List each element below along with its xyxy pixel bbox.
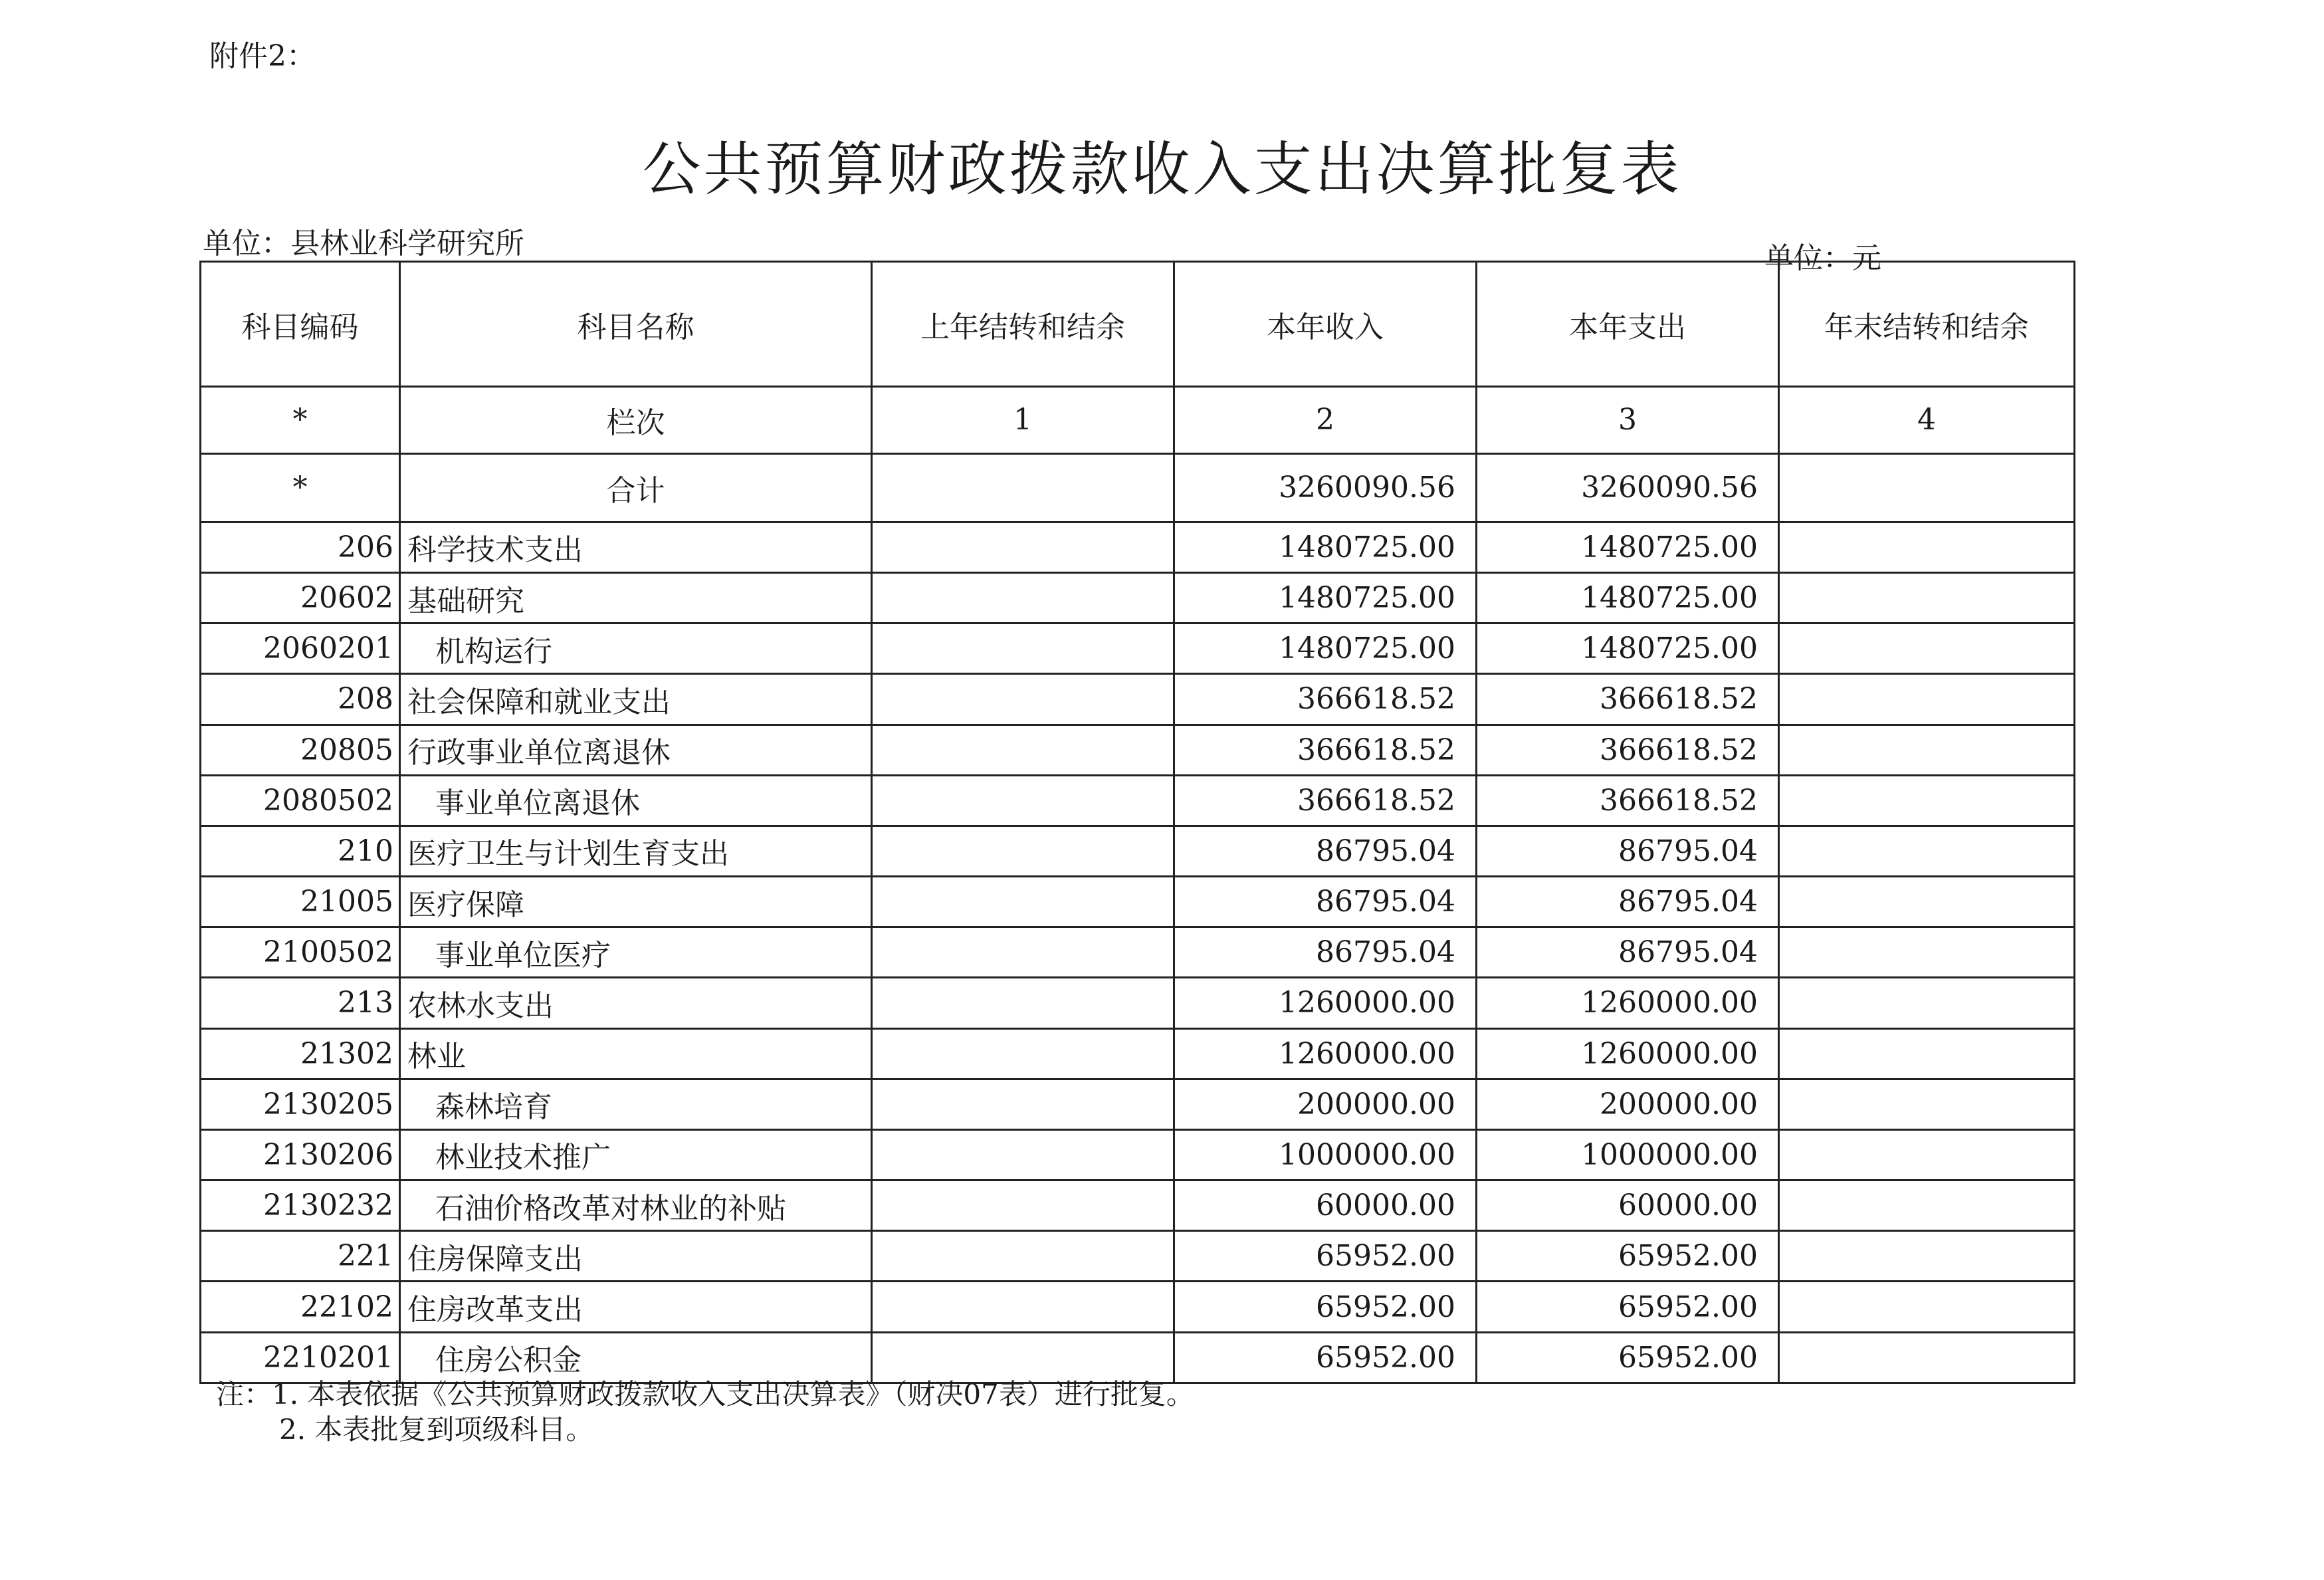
prior-balance-cell	[872, 775, 1174, 826]
cell: 1	[872, 387, 1174, 454]
name-cell: 事业单位医疗	[400, 927, 872, 978]
end-balance-cell	[1779, 1079, 2075, 1129]
table-row	[201, 1282, 2075, 1332]
cell: *	[201, 387, 400, 454]
name-cell: 林业技术推广	[400, 1129, 872, 1180]
header-row	[201, 262, 2075, 387]
note-2: 2. 本表批复到项级科目。	[279, 1413, 594, 1446]
name-cell: 基础研究	[400, 573, 872, 623]
column-number-row	[201, 387, 2075, 454]
table-row	[201, 725, 2075, 775]
table-row	[201, 927, 2075, 978]
end-balance-cell	[1779, 978, 2075, 1028]
expense-cell: 1000000.00	[1477, 1129, 1779, 1180]
code-cell: 2100502	[201, 927, 400, 978]
table-row	[201, 1079, 2075, 1129]
income-cell: 1480725.00	[1174, 623, 1477, 674]
organization-unit: 单位：县林业科学研究所	[203, 227, 524, 261]
table-row	[201, 522, 2075, 572]
prior-balance-cell	[872, 978, 1174, 1028]
prior-balance-cell	[872, 877, 1174, 927]
name-cell: 社会保障和就业支出	[400, 674, 872, 725]
income-cell: 60000.00	[1174, 1181, 1477, 1231]
income-cell: 65952.00	[1174, 1332, 1477, 1383]
end-balance-cell	[1779, 1129, 2075, 1180]
name-cell: 医疗保障	[400, 877, 872, 927]
expense-cell: 65952.00	[1477, 1231, 1779, 1282]
table-row	[201, 1028, 2075, 1079]
expense-cell: 60000.00	[1477, 1181, 1779, 1231]
table-row	[201, 826, 2075, 876]
code-cell: 213	[201, 978, 400, 1028]
prior-balance-cell	[872, 725, 1174, 775]
code-cell: 2210201	[201, 1332, 400, 1383]
income-cell: 65952.00	[1174, 1231, 1477, 1282]
cell: 栏次	[400, 387, 872, 454]
table-row	[201, 623, 2075, 674]
cell: 3260090.56	[1174, 453, 1477, 522]
total-row	[201, 453, 2075, 522]
income-cell: 1480725.00	[1174, 573, 1477, 623]
code-cell: 20602	[201, 573, 400, 623]
code-cell: 2130205	[201, 1079, 400, 1129]
prior-balance-cell	[872, 1079, 1174, 1129]
name-cell: 住房改革支出	[400, 1282, 872, 1332]
table-header	[201, 262, 2075, 387]
expense-cell: 200000.00	[1477, 1079, 1779, 1129]
table-row	[201, 573, 2075, 623]
name-cell: 医疗卫生与计划生育支出	[400, 826, 872, 876]
expense-cell: 366618.52	[1477, 674, 1779, 725]
end-balance-cell	[1779, 775, 2075, 826]
expense-cell: 1480725.00	[1477, 573, 1779, 623]
income-cell: 1260000.00	[1174, 978, 1477, 1028]
code-cell: 206	[201, 522, 400, 572]
prior-balance-cell	[872, 1231, 1174, 1282]
name-cell: 行政事业单位离退休	[400, 725, 872, 775]
end-balance-cell	[1779, 826, 2075, 876]
code-cell: 2130206	[201, 1129, 400, 1180]
currency-unit: 单位：元	[1764, 241, 1881, 275]
end-balance-cell	[1779, 1332, 2075, 1383]
name-cell: 农林水支出	[400, 978, 872, 1028]
prior-balance-cell	[872, 1282, 1174, 1332]
page-title: 公共预算财政拨款收入支出决算批复表	[642, 135, 1682, 203]
table-row	[201, 775, 2075, 826]
name-cell: 住房公积金	[400, 1332, 872, 1383]
end-balance-cell	[1779, 725, 2075, 775]
name-cell: 机构运行	[400, 623, 872, 674]
cell	[872, 453, 1174, 522]
prior-balance-cell	[872, 826, 1174, 876]
table-row	[201, 1231, 2075, 1282]
header-end-balance: 年末结转和结余	[1779, 262, 2075, 387]
end-balance-cell	[1779, 674, 2075, 725]
header-expense: 本年支出	[1477, 262, 1779, 387]
end-balance-cell	[1779, 623, 2075, 674]
code-cell: 21005	[201, 877, 400, 927]
end-balance-cell	[1779, 1231, 2075, 1282]
prior-balance-cell	[872, 522, 1174, 572]
code-cell: 208	[201, 674, 400, 725]
expense-cell: 86795.04	[1477, 877, 1779, 927]
end-balance-cell	[1779, 927, 2075, 978]
expense-cell: 65952.00	[1477, 1332, 1779, 1383]
end-balance-cell	[1779, 522, 2075, 572]
expense-cell: 1480725.00	[1477, 623, 1779, 674]
name-cell: 林业	[400, 1028, 872, 1079]
prior-balance-cell	[872, 1028, 1174, 1079]
cell: 3260090.56	[1477, 453, 1779, 522]
code-cell: 21302	[201, 1028, 400, 1079]
attachment-label: 附件2：	[209, 39, 316, 73]
income-cell: 1260000.00	[1174, 1028, 1477, 1079]
table-body	[201, 387, 2075, 1383]
expense-cell: 1260000.00	[1477, 978, 1779, 1028]
cell: 2	[1174, 387, 1477, 454]
header-income: 本年收入	[1174, 262, 1477, 387]
code-cell: 210	[201, 826, 400, 876]
header-prior-balance: 上年结转和结余	[872, 262, 1174, 387]
name-cell: 住房保障支出	[400, 1231, 872, 1282]
code-cell: 2080502	[201, 775, 400, 826]
table-row	[201, 1129, 2075, 1180]
cell: 3	[1477, 387, 1779, 454]
cell: 4	[1779, 387, 2075, 454]
prior-balance-cell	[872, 927, 1174, 978]
expense-cell: 1260000.00	[1477, 1028, 1779, 1079]
income-cell: 86795.04	[1174, 826, 1477, 876]
name-cell: 森林培育	[400, 1079, 872, 1129]
code-cell: 2060201	[201, 623, 400, 674]
expense-cell: 65952.00	[1477, 1282, 1779, 1332]
name-cell: 事业单位离退休	[400, 775, 872, 826]
note-1: 注：1. 本表依据《公共预算财政拨款收入支出决算表》（财决07表）进行批复。	[216, 1378, 1194, 1411]
expense-cell: 366618.52	[1477, 775, 1779, 826]
income-cell: 65952.00	[1174, 1282, 1477, 1332]
table-row	[201, 674, 2075, 725]
name-cell: 科学技术支出	[400, 522, 872, 572]
expense-cell: 86795.04	[1477, 826, 1779, 876]
end-balance-cell	[1779, 1282, 2075, 1332]
cell	[1779, 453, 2075, 522]
table-row	[201, 877, 2075, 927]
income-cell: 366618.52	[1174, 674, 1477, 725]
prior-balance-cell	[872, 1129, 1174, 1180]
prior-balance-cell	[872, 674, 1174, 725]
income-cell: 1000000.00	[1174, 1129, 1477, 1180]
income-cell: 366618.52	[1174, 775, 1477, 826]
header-name: 科目名称	[400, 262, 872, 387]
income-cell: 200000.00	[1174, 1079, 1477, 1129]
code-cell: 20805	[201, 725, 400, 775]
prior-balance-cell	[872, 1181, 1174, 1231]
income-cell: 1480725.00	[1174, 522, 1477, 572]
table-row	[201, 978, 2075, 1028]
expense-cell: 86795.04	[1477, 927, 1779, 978]
code-cell: 22102	[201, 1282, 400, 1332]
cell: 合计	[400, 453, 872, 522]
expense-cell: 366618.52	[1477, 725, 1779, 775]
end-balance-cell	[1779, 1028, 2075, 1079]
budget-table	[199, 261, 2075, 1384]
header-code: 科目编码	[201, 262, 400, 387]
end-balance-cell	[1779, 573, 2075, 623]
code-cell: 2130232	[201, 1181, 400, 1231]
income-cell: 86795.04	[1174, 877, 1477, 927]
income-cell: 366618.52	[1174, 725, 1477, 775]
name-cell: 石油价格改革对林业的补贴	[400, 1181, 872, 1231]
prior-balance-cell	[872, 623, 1174, 674]
prior-balance-cell	[872, 573, 1174, 623]
end-balance-cell	[1779, 877, 2075, 927]
cell: *	[201, 453, 400, 522]
table-row	[201, 1181, 2075, 1231]
expense-cell: 1480725.00	[1477, 522, 1779, 572]
code-cell: 221	[201, 1231, 400, 1282]
income-cell: 86795.04	[1174, 927, 1477, 978]
end-balance-cell	[1779, 1181, 2075, 1231]
